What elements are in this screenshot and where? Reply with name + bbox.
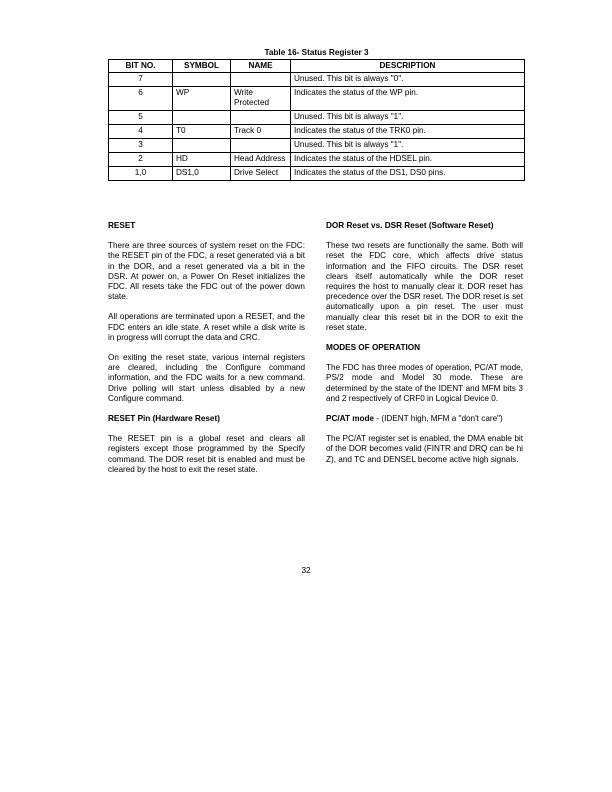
cell-description: Indicates the status of the DS1, DS0 pins.: [291, 167, 525, 181]
reset-paragraph-1: There are three sources of system reset on the FDC: the RESET pin of the FDC, a reset generated via a bit in the DOR, and a reset generated via a bit in the DSR. At power on, a Power On Reset initializes the FDC. All resets take the FDC out of the power down state.: [108, 241, 305, 302]
cell-symbol: DS1,0: [173, 167, 231, 181]
cell-name: [231, 139, 291, 153]
reset-pin-heading: RESET Pin (Hardware Reset): [108, 414, 220, 424]
cell-symbol: [173, 73, 231, 87]
cell-bit: 7: [109, 73, 173, 87]
cell-name: Head Address: [231, 153, 291, 167]
cell-bit: 4: [109, 125, 173, 139]
table-row: [109, 167, 525, 181]
status-register-3-table: [108, 59, 525, 181]
modes-paragraph: The FDC has three modes of operation, PC/AT mode, PS/2 mode and Model 30 mode. These are determined by the state of the IDENT and MFM bits 3 and 2 respectively of CRF0 in Logical Device 0.: [326, 363, 523, 403]
cell-name: Track 0: [231, 125, 291, 139]
cell-bit: 2: [109, 153, 173, 167]
right-column: [326, 221, 523, 475]
cell-bit: 3: [109, 139, 173, 153]
cell-description: Indicates the status of the TRK0 pin.: [291, 125, 525, 139]
reset-pin-paragraph: The RESET pin is a global reset and clears all registers except those programmed by the Specify command. The DOR reset bit is enabled and must be cleared by the host to exit the reset state.: [108, 434, 305, 474]
table-row: [109, 73, 525, 87]
table-row: [109, 125, 525, 139]
table-row: [109, 153, 525, 167]
cell-symbol: T0: [173, 125, 231, 139]
cell-bit: 1,0: [109, 167, 173, 181]
modes-heading: MODES OF OPERATION: [326, 343, 421, 353]
dor-dsr-reset-paragraph: These two resets are functionally the same. Both will reset the FDC core, which affects drive status information and the FIFO circuits. The DSR reset clears itself automatically while the DOR reset requires the host to manually clear it. DOR reset has precedence over the DSR reset. The DOR reset is set automatically upon a pin reset. The user must manually clear this reset bit in the DOR to exit the reset state.: [326, 241, 523, 332]
dor-dsr-reset-heading: DOR Reset vs. DSR Reset (Software Reset): [326, 221, 494, 230]
left-column: [108, 221, 305, 485]
header-symbol: SYMBOL: [173, 60, 231, 73]
reset-paragraph-2: All operations are terminated upon a RESET, and the FDC enters an idle state. A reset while a disk write is in progress will corrupt the data and CRC.: [108, 312, 305, 342]
cell-description: Unused. This bit is always "1".: [291, 111, 525, 125]
cell-description: Unused. This bit is always "1".: [291, 139, 525, 153]
cell-description: Indicates the status of the WP pin.: [291, 87, 525, 111]
page-number: 32: [301, 566, 311, 575]
pcat-mode-label: PC/AT mode: [326, 414, 375, 424]
cell-symbol: WP: [173, 87, 231, 111]
table-row: [109, 87, 525, 111]
table-row: [109, 139, 525, 153]
pcat-mode-condition: - (IDENT high, MFM a "don't care"): [374, 414, 503, 424]
reset-heading: RESET: [108, 221, 136, 230]
cell-bit: 6: [109, 87, 173, 111]
cell-name: [231, 111, 291, 125]
cell-name: Write Protected: [231, 87, 291, 111]
pcat-register-paragraph: The PC/AT register set is enabled, the DMA enable bit of the DOR becomes valid (FINTR and DRQ can be hi Z), and TC and DENSEL become active high signals.: [326, 434, 523, 464]
table-header-row: [109, 60, 525, 73]
cell-name: [231, 73, 291, 87]
cell-description: Unused. This bit is always "0".: [291, 73, 525, 87]
pcat-mode-paragraph: [326, 414, 523, 424]
cell-symbol: HD: [173, 153, 231, 167]
table-row: [109, 111, 525, 125]
cell-bit: 5: [109, 111, 173, 125]
header-name: NAME: [231, 60, 291, 73]
header-description: DESCRIPTION: [291, 60, 525, 73]
cell-description: Indicates the status of the HDSEL pin.: [291, 153, 525, 167]
table-caption: Table 16- Status Register 3: [264, 48, 369, 57]
reset-paragraph-3: On exiting the reset state, various internal registers are cleared, including the Configure command information, and the FDC waits for a new command. Drive polling will start unless disabled by a new Configure command.: [108, 353, 305, 403]
cell-name: Drive Select: [231, 167, 291, 181]
header-bit-no: BIT NO.: [109, 60, 173, 73]
cell-symbol: [173, 139, 231, 153]
cell-symbol: [173, 111, 231, 125]
